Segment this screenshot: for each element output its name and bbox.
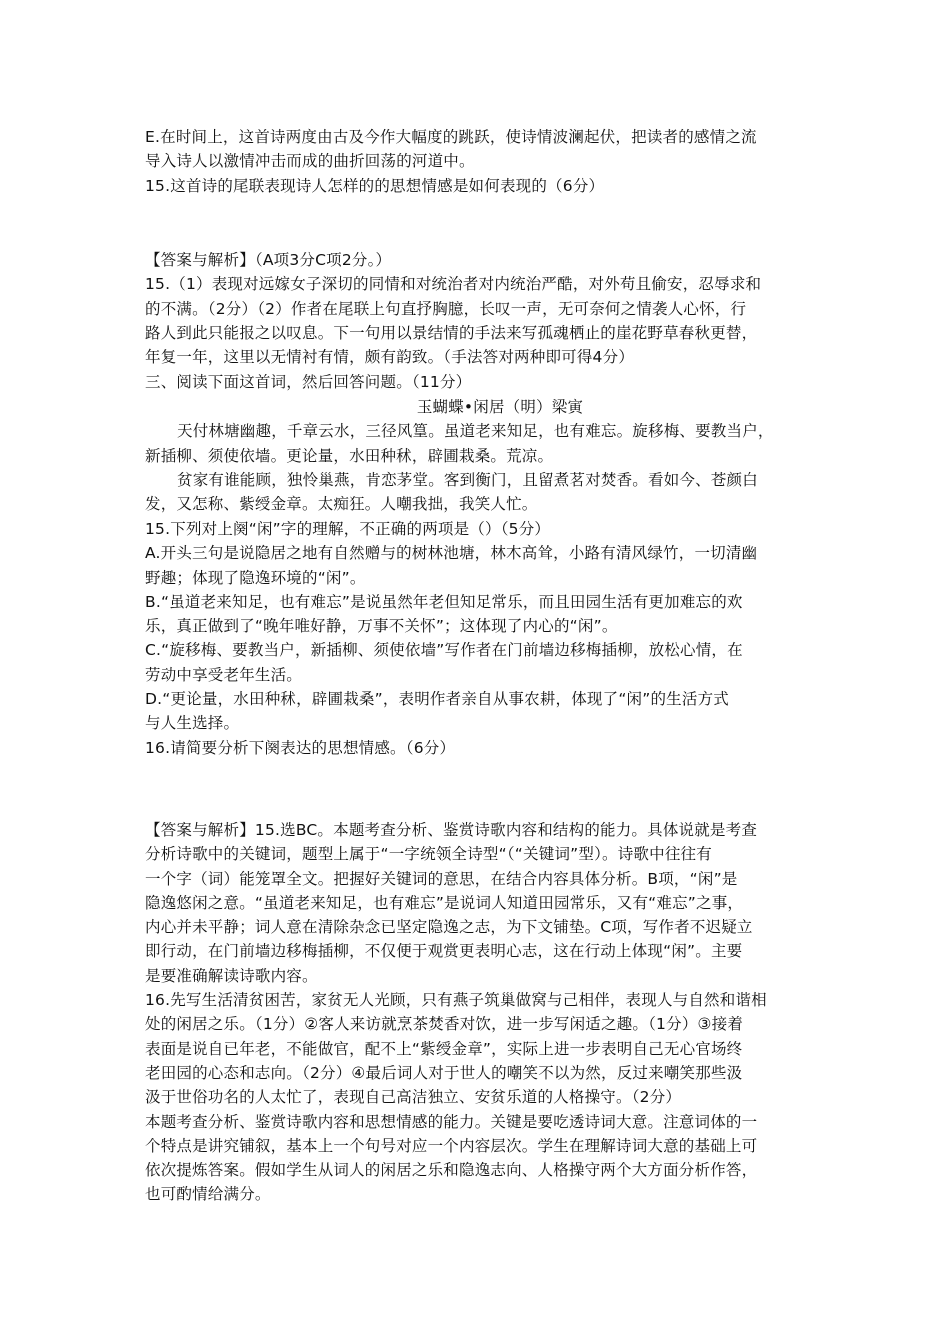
answer-analysis-1: [145, 248, 825, 369]
text-line: 导入诗人以激情冲击而成的曲折回荡的河道中。: [145, 152, 475, 171]
option-line: 劳动中享受老年生活。: [145, 665, 303, 684]
question-15-choices: [145, 517, 825, 736]
text-line: 内心并未平静；词人意在清除杂念已坚定隐逸之志，为下文铺垫。C项，写作者不迟疑立: [145, 918, 753, 937]
option-line: 乐，真正做到了“晚年唯好静，万事不关怀”；这体现了内心的“闲”。: [145, 617, 618, 636]
text-line: 老田园的心态和志向。（2分）④最后词人对于世人的嘲笑不以为然，反过来嘲笑那些汲: [145, 1063, 743, 1082]
text-line: 15.（1）表现对远嫁女子深切的同情和对统治者对内统治严酷，对外苟且偷安，忍辱求和: [145, 275, 762, 294]
section-title: 三、阅读下面这首词，然后回答问题。（11分）: [145, 373, 472, 391]
option-line: B.“虽道老来知足，也有难忘”是说虽然年老但知足常乐，而且田园生活有更加难忘的欢: [145, 592, 743, 611]
text-line: E.在时间上，这首诗两度由古及今作大幅度的跳跃，使诗情波澜起伏，把读者的感情之流: [145, 128, 757, 146]
text-line: 【答案与解析】（A项3分C项2分。）: [145, 251, 392, 269]
text-line: 分析诗歌中的关键词，题型上属于“一字统领全诗型“（“关键词”型）。诗歌中往往有: [145, 845, 712, 864]
poem: [145, 395, 825, 516]
option-line: D.“更论量，水田种秫，辟圃栽桑”，表明作者亲自从事农耕，体现了“闲”的生活方式: [145, 690, 729, 709]
question-text: 16.请简要分析下阕表达的思想情感。（6分）: [145, 739, 456, 757]
section-3-heading: [145, 370, 825, 394]
text-line: 处的闲居之乐。（1分）②客人来访就烹茶焚香对饮，进一步写闲适之趣。（1分）③接着: [145, 1015, 744, 1034]
text-line: 表面是说自已年老，不能做官，配不上“紫绶金章”，实际上进一步表明自己无心官场终: [145, 1039, 743, 1058]
question-14-option-e: [145, 125, 825, 174]
text-line: 年复一年，这里以无情衬有情，颇有韵致。（手法答对两种即可得4分）: [145, 348, 635, 367]
poem-line: 发，又怎称、紫绶金章。太痴狂。人嘲我拙，我笑人忙。: [145, 495, 538, 514]
question-15-heading: [145, 174, 825, 198]
question-16: [145, 736, 825, 760]
text-line: 一个字（词）能笼罩全文。把握好关键词的意思，在结合内容具体分析。B项，“闲”是: [145, 869, 738, 888]
text-line: 个特点是讲究铺叙，基本上一个句号对应一个内容层次。学生在理解诗词大意的基础上可: [145, 1136, 758, 1155]
answer-analysis-2: [145, 818, 825, 1207]
option-line: A.开头三句是说隐居之地有自然赠与的树林池塘，林木高耸，小路有清风绿竹，一切清幽: [145, 544, 758, 563]
option-line: 野趣；体现了隐逸环境的“闲”。: [145, 568, 366, 587]
poem-title: 玉蝴蝶•闲居（明）梁寅: [416, 398, 584, 416]
text-line: 是要准确解读诗歌内容。: [145, 966, 318, 985]
text-line: 依次提炼答案。假如学生从词人的闲居之乐和隐逸志向、人格操守两个大方面分析作答，: [145, 1161, 758, 1180]
text-line: 的不满。（2分）（2）作者在尾联上句直抒胸臆，长叹一声，无可奈何之情袭人心怀，行: [145, 299, 747, 318]
text-line: 【答案与解析】15.选BC。本题考查分析、鉴赏诗歌内容和结构的能力。具体说就是考查: [145, 821, 758, 839]
text-line: 汲于世俗功名的人太忙了，表现自己高洁独立、安贫乐道的人格操守。（2分）: [145, 1088, 682, 1107]
option-line: 与人生选择。: [145, 714, 240, 733]
text-line: 本题考查分析、鉴赏诗歌内容和思想情感的能力。关键是要吃透诗词大意。注意词体的一: [145, 1112, 758, 1131]
poem-line: 天付林塘幽趣，千章云水，三径风篁。虽道老来知足，也有难忘。旋移梅、要教当户，: [177, 422, 774, 441]
text-line: 也可酌情给满分。: [145, 1185, 271, 1204]
text-line: 16.先写生活清贫困苦，家贫无人光顾，只有燕子筑巢做窝与己相伴，表现人与自然和谐相: [145, 991, 767, 1010]
question-text: 15.下列对上阕“闲”字的理解，不正确的两项是（）（5分）: [145, 520, 551, 538]
poem-line: 新插柳、须使依墙。更论量，水田种秫，辟圃栽桑。荒凉。: [145, 446, 554, 465]
question-text: 15.这首诗的尾联表现诗人怎样的的思想情感是如何表现的（6分）: [145, 177, 605, 195]
poem-line: 贫家有谁能顾，独怜巢燕，肯恋茅堂。客到衡门，且留煮茗对焚香。看如今、苍颜白: [177, 470, 758, 489]
text-line: 路人到此只能报之以叹息。下一句用以景结情的手法来写孤魂栖止的崖花野草春秋更替，: [145, 323, 758, 342]
option-line: C.“旋移梅、要教当户，新插柳、须使依墙”写作者在门前墙边移梅插柳，放松心情，在: [145, 641, 743, 660]
text-line: 即行动，在门前墙边移梅插柳，不仅便于观赏更表明心志，这在行动上体现“闲”。主要: [145, 942, 743, 961]
text-line: 隐逸悠闲之意。“虽道老来知足，也有难忘”是说词人知道田园常乐，又有“难忘”之事，: [145, 893, 744, 912]
